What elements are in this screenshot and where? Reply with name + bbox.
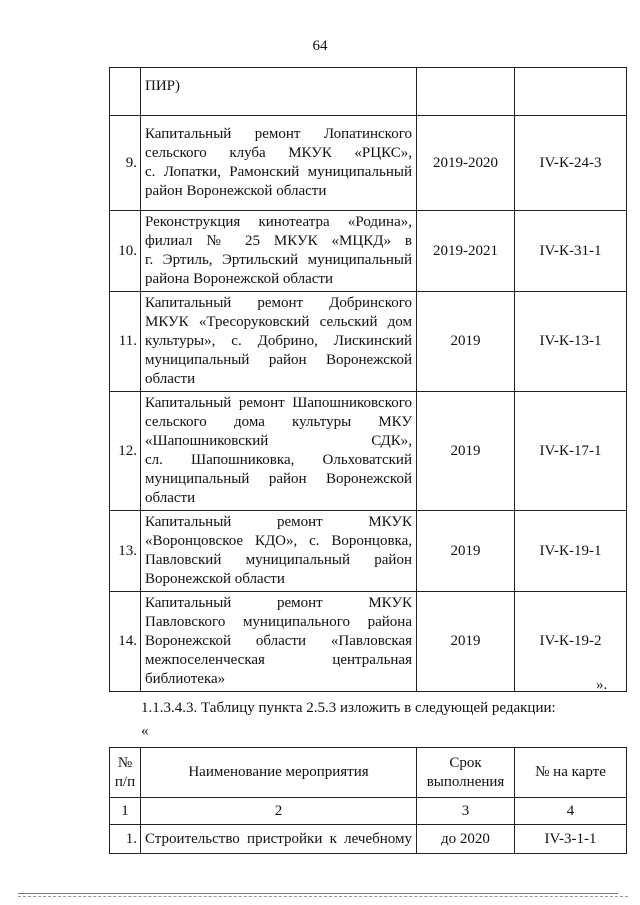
measures-table (109, 747, 627, 854)
row-name-line: Капитальный ремонт Добринского (145, 295, 412, 311)
row-number: 10. (110, 211, 141, 292)
row-name-line: Воронежской области «Павловская (145, 633, 412, 649)
row-name-line: Воронежской области (145, 571, 285, 587)
row-name (141, 211, 417, 292)
row-number: 12. (110, 392, 141, 511)
header-num: № п/п (110, 748, 141, 798)
row-map-code: IV-К-19-1 (515, 511, 627, 592)
row-map-code: IV-К-24-3 (515, 116, 627, 211)
header-term: Срок выполнения (417, 748, 515, 798)
table-row (110, 392, 627, 511)
row-name-line: с. Лопатки, Рамонский муниципальный (145, 164, 412, 180)
table-index-row: 1 2 3 4 (110, 798, 627, 825)
row-number: 14. (110, 592, 141, 692)
row-name-line: Павловский муниципальный район (145, 552, 412, 568)
page-bottom-rule-dashed (18, 896, 628, 897)
row-name (141, 511, 417, 592)
row-term: 2019 (417, 592, 515, 692)
row-name (141, 392, 417, 511)
closing-quote: ». (596, 677, 608, 693)
page-number: 64 (312, 38, 328, 54)
table-header-row (110, 748, 627, 798)
row-name-line: области (145, 371, 196, 387)
row-name-line: филиал № 25 МКУК «МЦКД» в (145, 233, 412, 249)
row-map-code: IV-К-31-1 (515, 211, 627, 292)
row-name (141, 592, 417, 692)
row-number: 9. (110, 116, 141, 211)
row-name (141, 292, 417, 392)
opening-quote: « (141, 723, 149, 739)
row-term: 2019 (417, 292, 515, 392)
row-term: 2019 (417, 392, 515, 511)
table-row (110, 116, 627, 211)
row-name-line: библиотека» (145, 671, 226, 687)
row-name-line: сельского дома культуры МКУ (145, 414, 412, 430)
row-map-code: IV-К-19-2 (515, 592, 627, 692)
row-name-line: Капитальный ремонт Шапошниковского (145, 395, 412, 411)
row-name-line: «Шапошниковский СДК», (145, 433, 412, 449)
table-row (110, 511, 627, 592)
row-name-line: «Воронцовское КДО», с. Воронцовка, (145, 533, 412, 549)
header-name: Наименование мероприятия (141, 748, 417, 798)
row-name-line: Реконструкция кинотеатра «Родина», (145, 214, 412, 230)
projects-table-continued (109, 67, 627, 692)
row-map-code: IV-К-17-1 (515, 392, 627, 511)
table-row (110, 68, 627, 116)
row-name-line: сл. Шапошниковка, Ольховатский (145, 452, 412, 468)
row-name-line: МКУК «Тресоруковский сельский дом (145, 314, 412, 330)
table-row (110, 292, 627, 392)
row-map-code: IV-К-13-1 (515, 292, 627, 392)
row-name-line: района Воронежской области (145, 271, 334, 287)
row-name-line: сельского клуба МКУК «РЦКС», (145, 145, 412, 161)
row-term: 2019-2021 (417, 211, 515, 292)
row-number: 13. (110, 511, 141, 592)
row-name-line: области (145, 490, 196, 506)
row-name-line: Павловского муниципального района (145, 614, 412, 630)
row-name-line: Капитальный ремонт МКУК (145, 514, 412, 530)
page-bottom-rule (18, 893, 618, 894)
row-name-line: культуры», с. Добрино, Лискинский (145, 333, 412, 349)
row-term: 2019-2020 (417, 116, 515, 211)
table-row (110, 211, 627, 292)
table-row: 1. Строительство пристройки к лечебному до 2020 IV-3-1-1 (110, 825, 627, 854)
row-name-line: Капитальный ремонт Лопатинского (145, 126, 412, 142)
table-row (110, 592, 627, 692)
row-name-line: район Воронежской области (145, 183, 327, 199)
amendment-paragraph: 1.1.3.4.3. Таблицу пункта 2.5.3 изложить в следующей редакции: (141, 700, 556, 716)
row-term: 2019 (417, 511, 515, 592)
header-map: № на карте (515, 748, 627, 798)
row-name-line: г. Эртиль, Эртильский муниципальный (145, 252, 412, 268)
row-name-line: муниципальный район Воронежской (145, 352, 412, 368)
row-name-line: межпоселенческая центральная (145, 652, 412, 668)
row-name-line: муниципальный район Воронежской (145, 471, 412, 487)
row-number: 11. (110, 292, 141, 392)
row-name-line: Капитальный ремонт МКУК (145, 595, 412, 611)
table-cell-name: ПИР) (141, 68, 417, 116)
row-name (141, 116, 417, 211)
